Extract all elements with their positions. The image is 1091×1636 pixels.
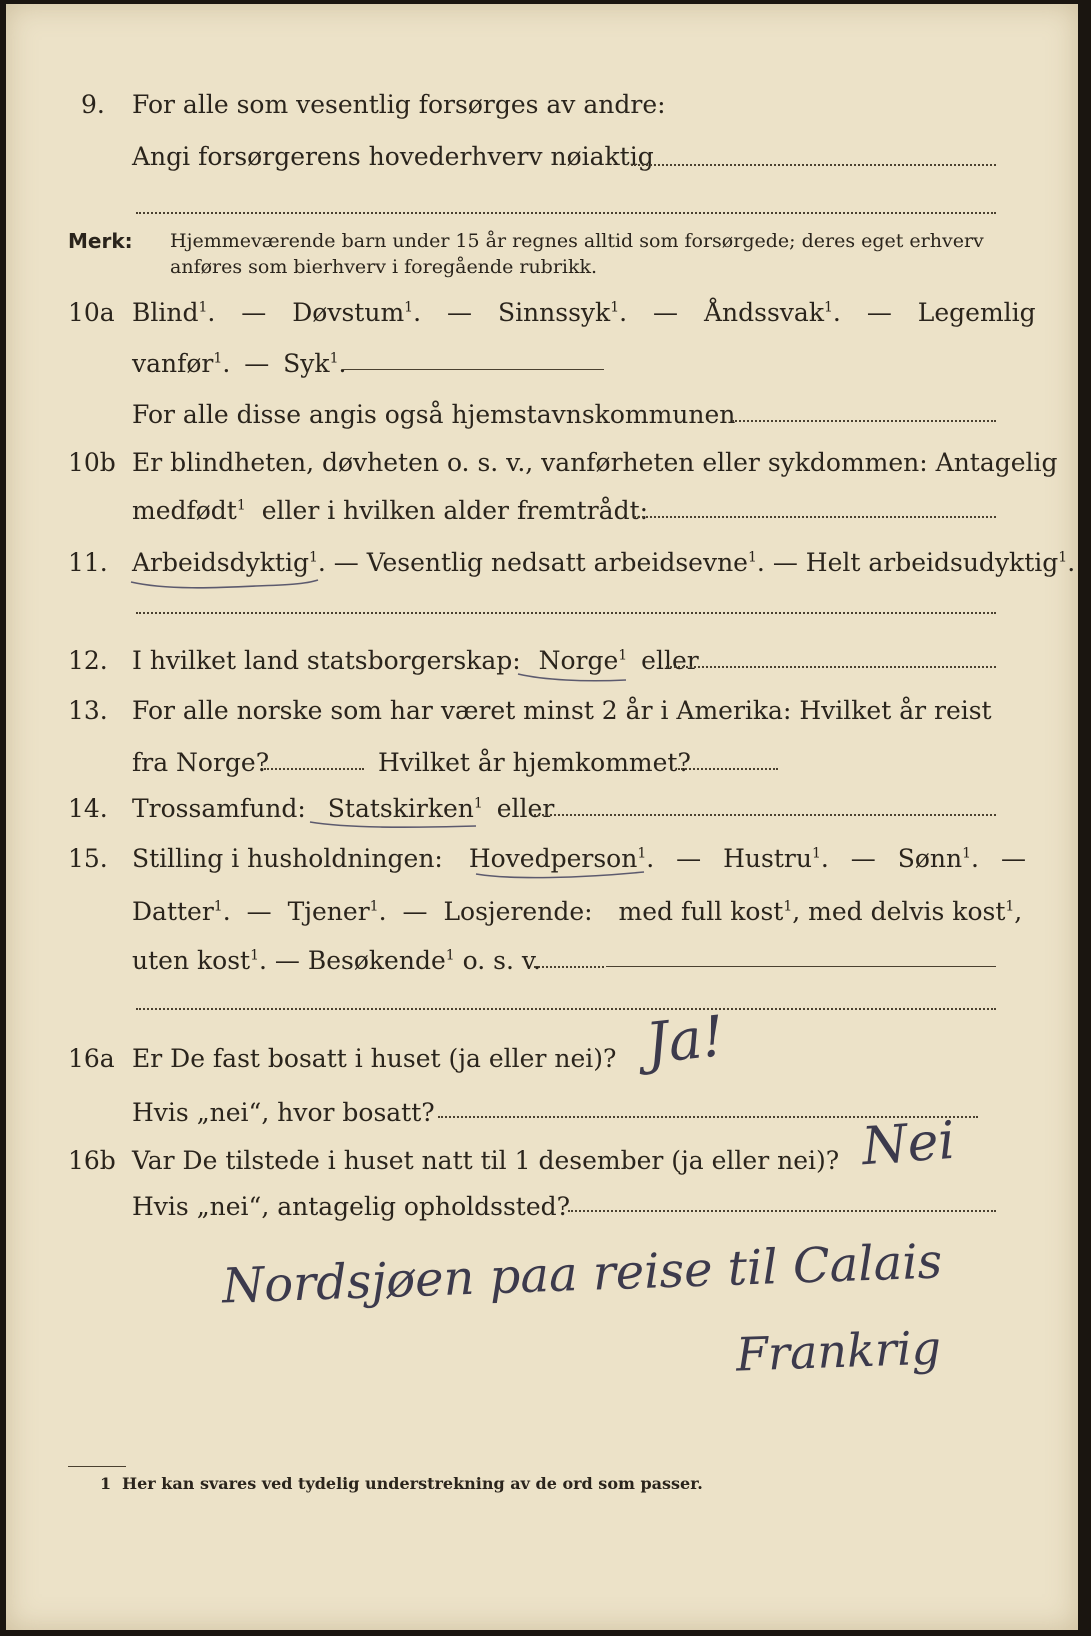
option-arbeidsdyktig: Arbeidsdyktig (132, 548, 309, 577)
question-10a-line2: vanfør$^1$. — Syk$^1$. (132, 349, 347, 378)
question-15-number: 15. (68, 844, 108, 873)
question-16b-number: 16b (68, 1146, 116, 1175)
merk-text-line1: Hjemmeværende barn under 15 år regnes alltid som forsørgede; deres eget erhverv (170, 230, 984, 252)
footnote-marker: 1 (100, 1474, 112, 1493)
option-sonn: Sønn (897, 844, 963, 873)
handwritten-answer-16b: Nei (860, 1110, 957, 1178)
question-13-home-field (678, 768, 778, 770)
question-11-number: 11. (68, 548, 108, 577)
question-14-line: Trossamfund: Statskirken$^1$ eller (132, 794, 555, 823)
question-15-line3: uten kost$^1$. — Besøkende$^1$ o. s. v. (132, 946, 541, 975)
question-16a-line2: Hvis „nei“, hvor bosatt? (132, 1098, 435, 1127)
question-14-answer-field (534, 814, 996, 816)
option-norge: Norge (538, 646, 619, 675)
question-10a-number: 10a (68, 298, 115, 327)
option-datter: Datter (132, 897, 214, 926)
question-15-answer-field (606, 966, 996, 967)
question-10b-line2: medfødt$^1$ eller i hvilken alder fremtrådt: (132, 496, 649, 525)
census-form-page (6, 4, 1078, 1630)
underline-hovedperson (472, 864, 652, 886)
question-10a-hjemstavn-field (732, 420, 996, 422)
option-syk: Syk (283, 349, 330, 378)
option-hovedperson: Hovedperson (468, 844, 638, 873)
question-9-answer-field-2 (136, 212, 996, 214)
underline-norge (514, 668, 634, 688)
option-andssvak: Åndssvak (703, 298, 824, 327)
question-10b-line1: Er blindheten, døvheten o. s. v., vanførheten eller sykdommen: Antagelig (132, 448, 1058, 477)
question-9-number: 9. (81, 90, 105, 119)
question-12-answer-field (666, 666, 996, 668)
question-10a-line3: For alle disse angis også hjemstavnskommunen (132, 400, 736, 429)
footnote-text: Her kan svares ved tydelig understrekning av de ord som passer. (122, 1474, 703, 1493)
option-blind: Blind (132, 298, 199, 327)
underline-arbeidsdyktig (126, 570, 326, 594)
option-nedsatt: Vesentlig nedsatt arbeidsevne (366, 548, 748, 577)
handwritten-location-line1: Nordsjøen paa reise til Calais (221, 1233, 944, 1315)
question-15-answer-field-2 (136, 1008, 996, 1010)
merk-text-line2: anføres som bierhverv i foregående rubrikk. (170, 256, 598, 278)
question-11-answer-field (136, 612, 996, 614)
question-16b-answer-field (568, 1210, 996, 1212)
option-dovstum: Døvstum (292, 298, 405, 327)
option-hustru: Hustru (723, 844, 812, 873)
question-9-answer-field (631, 164, 996, 166)
footnote-rule (68, 1466, 126, 1467)
question-10a-line1: Blind$^1$. — Døvstum$^1$. — Sinnssyk$^1$. — Åndssvak$^1$. — Legemlig (132, 298, 1036, 327)
question-10b-number: 10b (68, 448, 116, 477)
question-15-line1: Stilling i husholdningen: Hovedperson$^1$. — Hustru$^1$. — Sønn$^1$. — (132, 844, 1026, 873)
option-losjerende: Losjerende: (443, 897, 593, 926)
question-13-number: 13. (68, 696, 108, 725)
question-10b-answer-field (634, 516, 996, 518)
question-15-answer-field-dots (534, 966, 604, 968)
option-vanfor: vanfør (132, 349, 214, 378)
option-besokende: Besøkende (307, 946, 446, 975)
option-sinnssyk: Sinnssyk (497, 298, 611, 327)
merk-label: Merk: (68, 229, 133, 253)
option-tjener: Tjener (287, 897, 370, 926)
handwritten-answer-16a: Ja! (642, 1004, 728, 1077)
question-15-line2: Datter$^1$. — Tjener$^1$. — Losjerende: med full kost$^1$, med delvis kost$^1$, (132, 897, 1023, 926)
question-13-home: Hvilket år hjemkommet? (378, 748, 691, 777)
question-16b-line1: Var De tilstede i huset natt til 1 desember (ja eller nei)? (132, 1146, 840, 1175)
option-uten-kost: uten kost (132, 946, 251, 975)
question-13-from: fra Norge? (132, 748, 270, 777)
option-delvis-kost: med delvis kost (808, 897, 1006, 926)
question-12-number: 12. (68, 646, 108, 675)
option-full-kost: med full kost (618, 897, 784, 926)
option-legemlig: Legemlig (917, 298, 1036, 327)
question-16a-number: 16a (68, 1044, 115, 1073)
handwritten-location-line2: Frankrig (735, 1320, 942, 1382)
underline-statskirken (306, 814, 486, 836)
question-13-from-field (264, 768, 364, 770)
question-12-line: I hvilket land statsborgerskap: Norge$^1$ eller (132, 646, 699, 675)
question-11-line: Arbeidsdyktig$^1$. — Vesentlig nedsatt arbeidsevne$^1$. — Helt arbeidsudyktig$^1$. (132, 548, 1076, 577)
question-10a-answer-field (342, 369, 604, 370)
question-9-line1: For alle som vesentlig forsørges av andre: (132, 90, 666, 119)
question-16a-line1: Er De fast bosatt i huset (ja eller nei)? (132, 1044, 617, 1073)
question-13-line1: For alle norske som har været minst 2 år i Amerika: Hvilket år reist (132, 696, 992, 725)
question-9-line2: Angi forsørgerens hovederhverv nøiaktig (132, 142, 654, 171)
option-statskirken: Statskirken (327, 794, 474, 823)
question-16b-line2: Hvis „nei“, antagelig opholdssted? (132, 1192, 571, 1221)
question-14-number: 14. (68, 794, 108, 823)
option-udyktig: Helt arbeidsudyktig (805, 548, 1059, 577)
